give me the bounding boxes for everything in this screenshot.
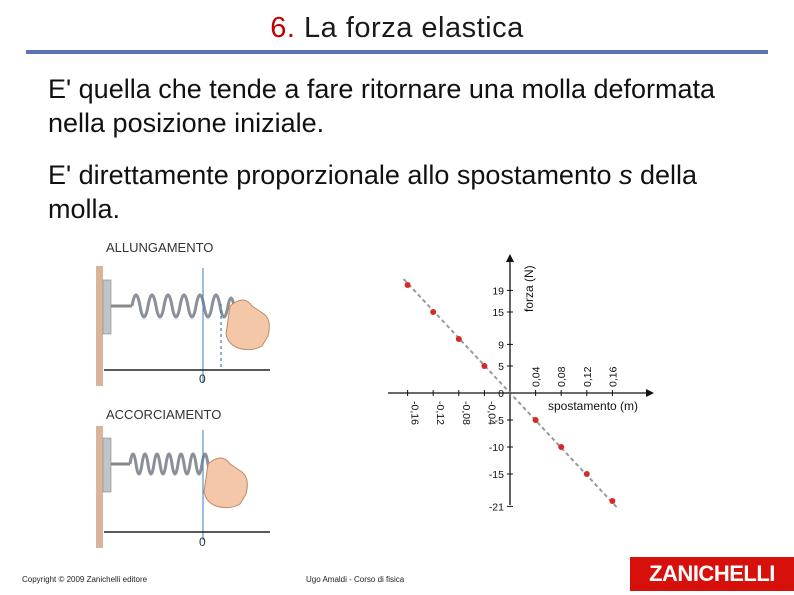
x-tick-label: -0,04 — [485, 401, 498, 425]
data-point — [481, 363, 487, 369]
footer-author: Ugo Amaldi - Corso di fisica — [306, 575, 405, 584]
y-tick-label: 5 — [498, 361, 504, 373]
data-point — [430, 309, 436, 315]
wall-bracket-top — [103, 280, 111, 334]
y-tick-label: -5 — [494, 415, 504, 427]
x-tick-label: 0,08 — [556, 366, 569, 387]
paragraph2-text-a: E' direttamente proporzionale allo spostamento — [48, 160, 619, 190]
spring-compressed — [130, 454, 214, 474]
title-text: La forza elastica — [304, 12, 524, 44]
y-tick-label: -10 — [488, 442, 504, 454]
x-axis-arrow — [646, 389, 654, 397]
data-point — [558, 444, 564, 450]
data-point — [584, 471, 590, 477]
data-point — [405, 282, 411, 288]
spring-stretched — [132, 295, 234, 317]
data-point — [609, 498, 615, 504]
wall-bracket-bottom — [103, 438, 111, 492]
x-tick-label: 0,04 — [530, 366, 543, 387]
hand-bottom — [204, 458, 247, 508]
paragraph-proportional — [48, 158, 768, 226]
y-axis-label: forza (N) — [522, 265, 536, 312]
x-tick-label: -0,08 — [459, 401, 472, 425]
title-underline — [26, 50, 768, 54]
y-tick-label: -21 — [488, 501, 504, 514]
data-point — [533, 417, 539, 423]
hand-top — [226, 300, 269, 350]
paragraph-definition: E' quella che tende a fare ritornare una molla deformata nella posizione iniziale. — [48, 74, 716, 138]
slide-title — [0, 12, 794, 45]
wall-bottom — [96, 426, 103, 548]
label-allungamento: ALLUNGAMENTO — [106, 240, 214, 255]
y-tick-label: 15 — [492, 307, 504, 319]
wall-top — [96, 266, 103, 386]
x-tick-label: -0,12 — [434, 401, 447, 425]
title-number: 6. — [270, 12, 296, 44]
y-tick-label: 0 — [498, 388, 504, 400]
footer-copyright: Copyright © 2009 Zanichelli editore — [22, 575, 148, 584]
zero-label-bottom: 0 — [199, 535, 206, 549]
x-axis-label: spostamento (m) — [548, 399, 639, 413]
displacement-symbol: s — [618, 160, 633, 190]
zero-label-top: 0 — [199, 372, 206, 386]
y-tick-label: -15 — [488, 469, 504, 481]
force-displacement-chart — [380, 250, 670, 520]
x-tick-label: 0,16 — [607, 366, 620, 387]
label-accorciamento: ACCORCIAMENTO — [106, 407, 222, 422]
y-axis-arrow — [506, 254, 514, 262]
x-tick-label: 0,12 — [581, 366, 594, 387]
x-tick-label: -0,16 — [408, 401, 421, 425]
y-tick-label: 19 — [492, 285, 504, 298]
y-tick-label: 9 — [498, 339, 504, 352]
data-point — [456, 336, 462, 342]
spring-illustration — [90, 258, 280, 558]
paragraph2-text-b: della molla. — [48, 160, 698, 224]
publisher-logo: ZANICHELLI — [630, 557, 794, 591]
